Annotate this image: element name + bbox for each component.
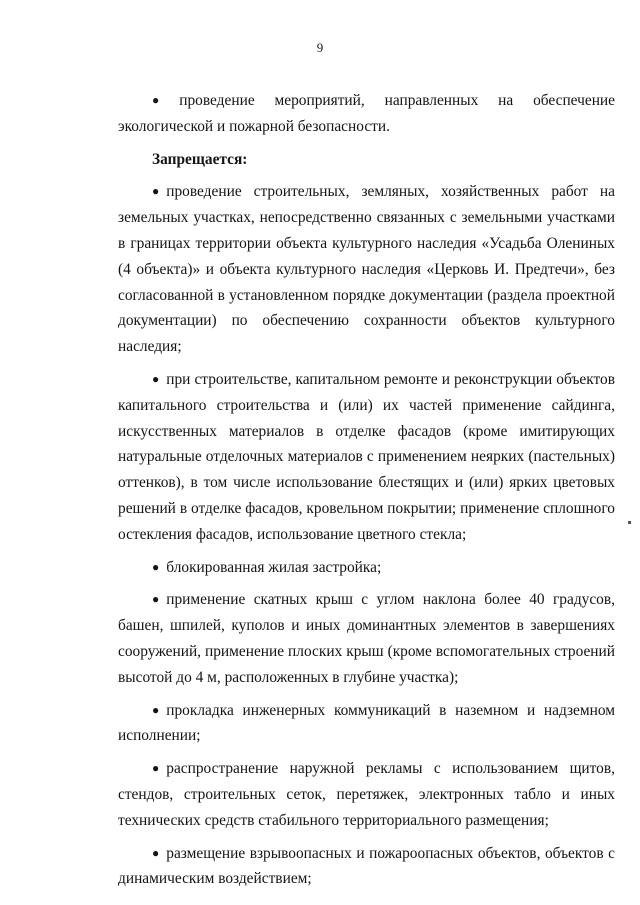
bullet-icon: ● <box>152 371 160 386</box>
bullet-icon: ● <box>152 761 160 776</box>
list-item-text: размещение взрывоопасных и пожароопасных объектов, объектов с динамическим воздействием; <box>118 844 615 888</box>
list-item <box>118 698 615 750</box>
document-body <box>118 88 615 899</box>
list-item <box>118 88 615 140</box>
bullet-icon: ● <box>152 845 160 860</box>
list-item-text: применение скатных крыш с углом наклона более 40 градусов, башен, шпилей, куполов и иных доминантных элементов в завершениях сооружений, применение плоских крыш (кроме вспомогательных строений высотой до 4 м, расположенных в глубине участка); <box>118 591 615 686</box>
bullet-icon: ● <box>152 702 160 717</box>
section-heading: Запрещается: <box>152 150 248 168</box>
list-item-text: проведение мероприятий, направленных на обеспечение экологической и пожарной безопасности. <box>118 92 615 135</box>
bullet-icon: ● <box>152 184 160 199</box>
list-item <box>118 555 615 581</box>
list-item-text: при строительстве, капитальном ремонте и реконструкции объектов капитального строительства и (или) их частей применение сайдинга, искусственных материалов в отделке фасадов (кроме имитирующих натуральные отделочных материалов с применением неярких (пастельных) оттенков), в том числе использование блестящих и (или) ярких цветовых решений в отделке фасадов, кровельном покрытии; применение сплошного остекления фасадов, использование цветного стекла; <box>118 370 615 543</box>
list-item <box>118 587 615 690</box>
list-item <box>118 756 615 833</box>
list-item-text: распространение наружной рекламы с использованием щитов, стендов, строительных сеток, перетяжек, электронных табло и иных технических средств стабильного территориального размещения; <box>118 760 615 829</box>
list-item <box>118 179 615 360</box>
bullet-icon: ● <box>152 592 160 607</box>
scan-speck <box>628 521 631 524</box>
list-item-text: проведение строительных, земляных, хозяйственных работ на земельных участках, непосредственно связанных с земельными участками в границах территории объекта культурного наследия «Усадьба Олениных (4 объекта)» и объекта культурного наследия «Церковь И. Предтечи», без согласованной в установленном порядке документации (раздела проектной документации) по обеспечению сохранности объектов культурного наследия; <box>118 183 615 356</box>
list-item-text: прокладка инженерных коммуникаций в наземном и надземном исполнении; <box>118 701 615 745</box>
list-item-text: блокированная жилая застройка; <box>166 558 382 576</box>
bullet-icon: ● <box>152 93 160 107</box>
page-number: 9 <box>316 40 324 55</box>
bullet-icon: ● <box>152 559 160 574</box>
list-item <box>118 367 615 548</box>
list-item <box>118 841 615 893</box>
